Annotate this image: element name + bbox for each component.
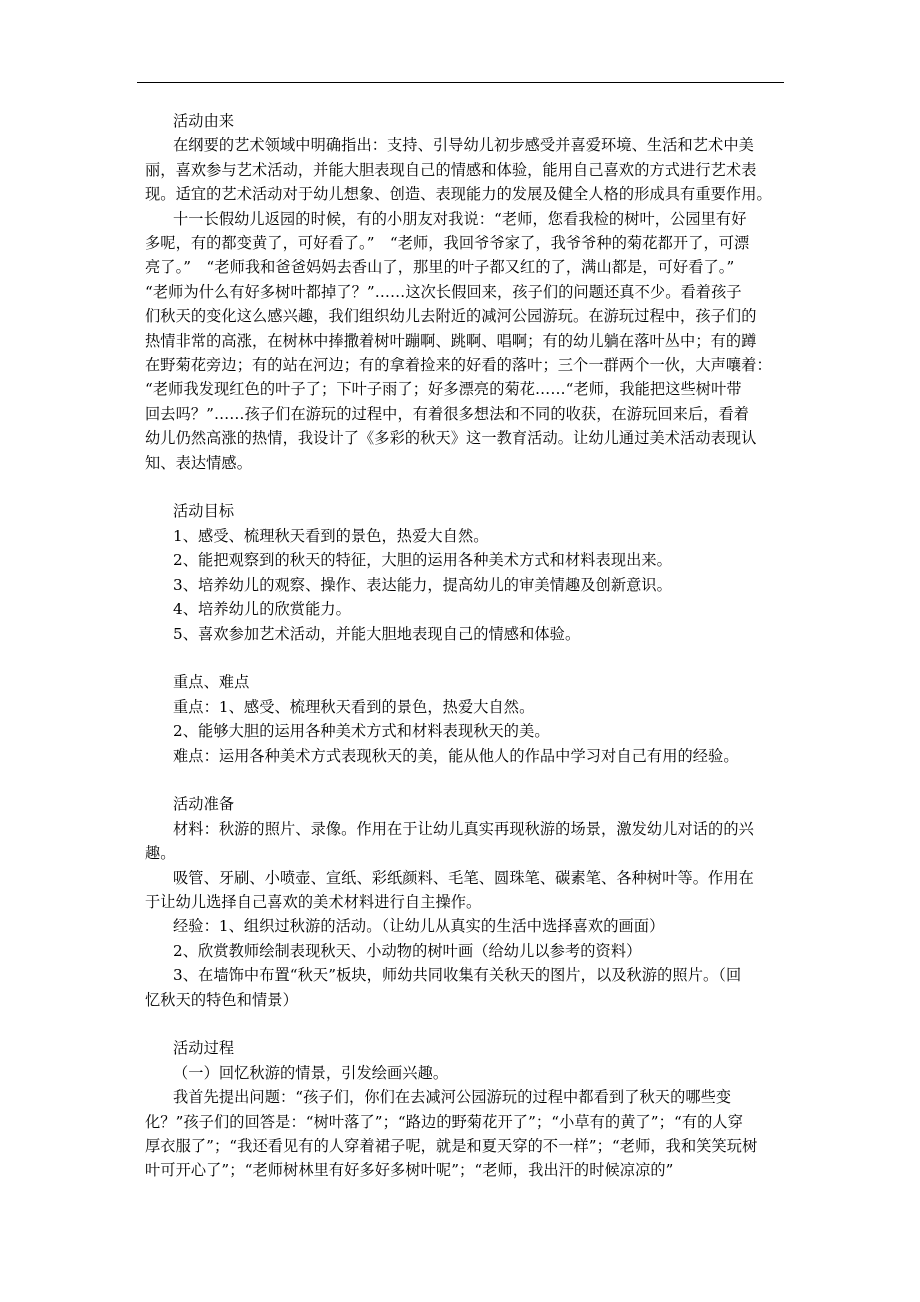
text-line: 们秋天的变化这么感兴趣，我们组织幼儿去附近的减河公园游玩。在游玩过程中，孩子们的 (145, 307, 757, 326)
text-line: 回去吗？”……孩子们在游玩的过程中，有着很多想法和不同的收获，在游玩回来后，看着 (145, 404, 750, 423)
list-item: 4、培养幼儿的欣赏能力。 (173, 600, 351, 619)
text-line: 3、在墙饰中布置“秋天”板块，师幼共同收集有关秋天的图片，以及秋游的照片。（回 (173, 966, 742, 985)
text-line: 于让幼儿选择自己喜欢的美术材料进行自主操作。 (145, 892, 482, 911)
blank-line (145, 646, 790, 670)
section-heading-origin: 活动由来 (173, 112, 235, 130)
text-line: 趣。 (145, 844, 176, 863)
text-line: “老师为什么有好多树叶都掉了？”……这次长假回来，孩子们的问题还真不少。看着孩子 (145, 282, 742, 301)
text-line: 我首先提出问题：“孩子们，你们在去减河公园游玩的过程中都看到了秋天的哪些变 (173, 1088, 732, 1107)
list-item: 3、培养幼儿的观察、操作、表达能力，提高幼儿的审美情趣及创新意识。 (173, 575, 672, 594)
text-line: 多呢，有的都变黄了，可好看了。” “老师，我回爷爷家了，我爷爷种的菊花都开了，可漂 (145, 234, 750, 253)
text-line: 厚衣服了”；“我还看见有的人穿着裙子呢，就是和夏天穿的不一样”；“老师，我和笑笑玩树 (145, 1137, 758, 1155)
header-rule (137, 82, 784, 83)
text-line: 吸管、牙刷、小喷壶、宣纸、彩纸颜料、毛笔、圆珠笔、碳素笔、各种树叶等。作用在 (173, 868, 754, 887)
text-line: 2、欣赏教师绘制表现秋天、小动物的树叶画（给幼儿以参考的资料） (173, 941, 642, 960)
text-line: 叶可开心了”；“老师树林里有好多好多树叶呢”；“老师，我出汗的时候凉凉的” (145, 1161, 674, 1180)
section-heading-key-points: 重点、难点 (173, 673, 250, 692)
list-item: 2、能把观察到的秋天的特征，大胆的运用各种美术方式和材料表现出来。 (173, 551, 672, 570)
text-line: 亮了。” “老师我和爸爸妈妈去香山了，那里的叶子都又红的了，满山都是，可好看了。” (145, 258, 735, 277)
text-line: 化？”孩子们的回答是：“树叶落了”；“路边的野菊花开了”；“小草有的黄了”；“有的人穿 (145, 1112, 743, 1131)
document-body (145, 109, 790, 1183)
list-item: 1、感受、梳理秋天看到的景色，热爱大自然。 (173, 526, 489, 545)
text-line: 材料：秋游的照片、录像。作用在于让幼儿真实再现秋游的场景，激发幼儿对话的的兴 (173, 819, 754, 838)
blank-line (145, 475, 790, 499)
section-heading-process: 活动过程 (173, 1039, 235, 1058)
section-heading-goals: 活动目标 (173, 502, 235, 521)
text-line: 2、能够大胆的运用各种美术方式和材料表现秋天的美。 (173, 722, 550, 741)
text-line: 现。适宜的艺术活动对于幼儿想象、创造、表现能力的发展及健全人格的形成具有重要作用。 (145, 185, 772, 204)
text-line: 经验：1、组织过秋游的活动。（让幼儿从真实的生活中选择喜欢的画面） (173, 917, 665, 936)
text-line: 在纲要的艺术领域中明确指出：支持、引导幼儿初步感受并喜爱环境、生活和艺术中美 (173, 136, 754, 155)
text-line: 重点：1、感受、梳理秋天看到的景色，热爱大自然。 (173, 697, 535, 716)
list-item: 5、喜欢参加艺术活动，并能大胆地表现自己的情感和体验。 (173, 624, 581, 643)
text-line: （一）回忆秋游的情景，引发绘画兴趣。 (173, 1063, 449, 1082)
text-line: 丽，喜欢参与艺术活动，并能大胆表现自己的情感和体验，能用自己喜欢的方式进行艺术表 (145, 160, 757, 179)
text-line: 在野菊花旁边；有的站在河边；有的拿着捡来的好看的落叶；三个一群两个一伙，大声嚷着： (145, 356, 772, 375)
blank-line (145, 768, 790, 792)
text-line: 知、表达情感。 (145, 453, 253, 472)
text-line: “老师我发现红色的叶子了；下叶子雨了；好多漂亮的菊花……“老师，我能把这些树叶带 (145, 380, 742, 399)
section-heading-preparation: 活动准备 (173, 795, 235, 814)
blank-line (145, 1012, 790, 1036)
text-line: 幼儿仍然高涨的热情，我设计了《多彩的秋天》这一教育活动。让幼儿通过美术活动表现认 (145, 429, 757, 448)
text-line: 难点：运用各种美术方式表现秋天的美，能从他人的作品中学习对自己有用的经验。 (173, 746, 739, 765)
text-line: 十一长假幼儿返园的时候，有的小朋友对我说：“老师，您看我检的树叶，公园里有好 (173, 209, 747, 228)
text-line: 忆秋天的特色和情景） (145, 990, 298, 1009)
text-line: 热情非常的高涨，在树林中捧撒着树叶蹦啊、跳啊、唱啊；有的幼儿躺在落叶丛中；有的蹲 (145, 331, 757, 350)
